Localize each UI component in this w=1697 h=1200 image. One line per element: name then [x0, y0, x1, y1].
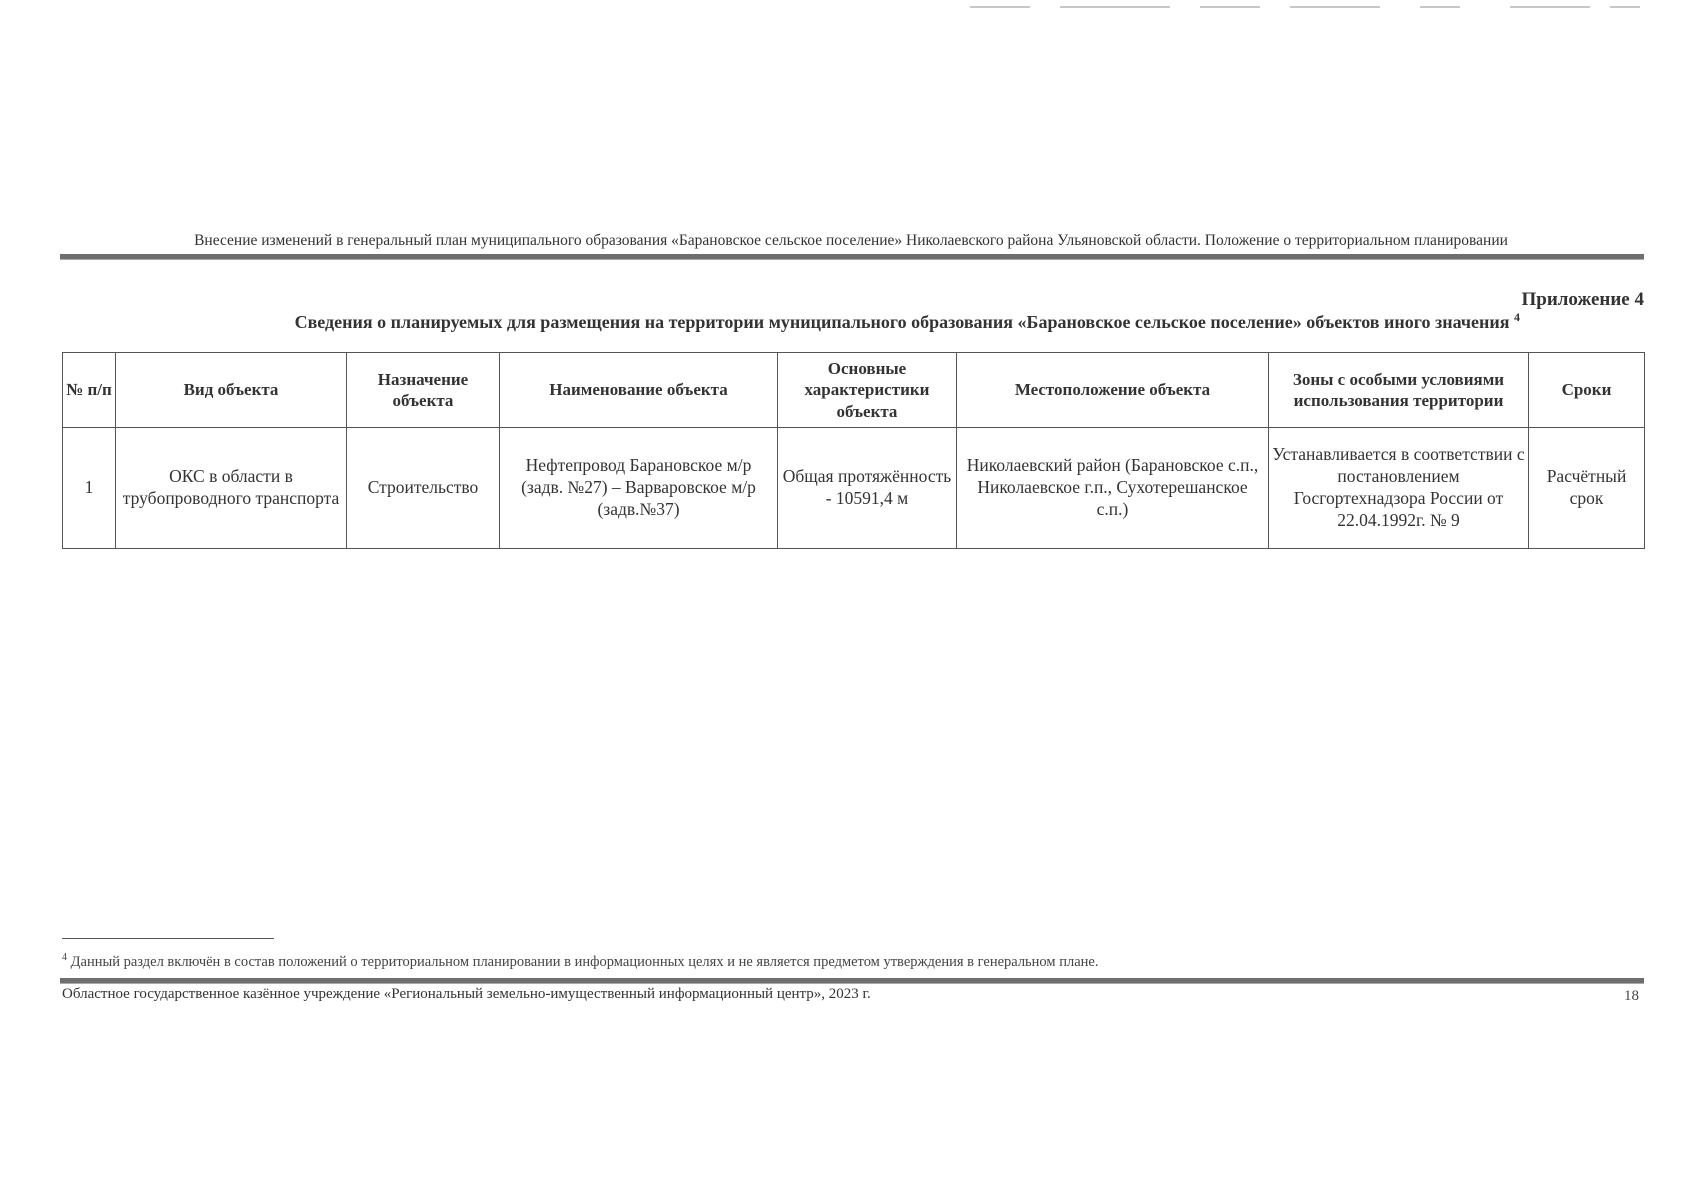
footnote-separator	[62, 938, 274, 939]
cell-purpose: Строительство	[347, 428, 500, 549]
planned-objects-table	[62, 352, 1645, 549]
cell-type: ОКС в области в трубопроводного транспорта	[116, 428, 347, 549]
document-title	[60, 310, 1520, 333]
footer-rule	[60, 978, 1644, 984]
column-header-name: Наименование объекта	[500, 353, 778, 428]
running-header: Внесение изменений в генеральный план муниципального образования «Барановское сельское поселение» Николаевского района Ульяновской области. Положение о территориальном планировании	[194, 232, 1508, 249]
scan-artifact-marks	[970, 6, 1650, 14]
column-header-zones: Зоны с особыми условиями использования территории	[1269, 353, 1529, 428]
title-footnote-ref: 4	[1514, 310, 1520, 324]
column-header-location: Местоположение объекта	[957, 353, 1269, 428]
appendix-label: Приложение 4	[1521, 289, 1644, 310]
cell-zones: Устанавливается в соответствии с постановлением Госгортехнадзора России от 22.04.1992г. № 9	[1269, 428, 1529, 549]
page-number: 18	[1624, 988, 1639, 1004]
table-row	[63, 428, 1645, 549]
column-header-type: Вид объекта	[116, 353, 347, 428]
header-rule	[60, 254, 1644, 260]
footnote	[62, 952, 1098, 971]
cell-terms: Расчётный срок	[1529, 428, 1645, 549]
cell-location: Николаевский район (Барановское с.п., Николаевское г.п., Сухотерешанское с.п.)	[957, 428, 1269, 549]
footnote-marker: 4	[62, 952, 67, 963]
document-title-text: Сведения о планируемых для размещения на территории муниципального образования «Барановское сельское поселение» объектов иного значения	[294, 312, 1510, 332]
footnote-text: Данный раздел включён в состав положений о территориальном планировании в информационных целях и не является предметом утверждения в генеральном плане.	[70, 953, 1099, 970]
cell-characteristics: Общая протяжённость - 10591,4 м	[778, 428, 957, 549]
footer-organization: Областное государственное казённое учреждение «Региональный земельно-имущественный информационный центр», 2023 г.	[62, 986, 871, 1002]
column-header-characteristics: Основные характеристики объекта	[778, 353, 957, 428]
column-header-number: № п/п	[63, 353, 116, 428]
column-header-terms: Сроки	[1529, 353, 1645, 428]
cell-number: 1	[63, 428, 116, 549]
table-header-row	[63, 353, 1645, 428]
cell-name: Нефтепровод Барановское м/р (задв. №27) – Варваровское м/р (задв.№37)	[500, 428, 778, 549]
column-header-purpose: Назначение объекта	[347, 353, 500, 428]
